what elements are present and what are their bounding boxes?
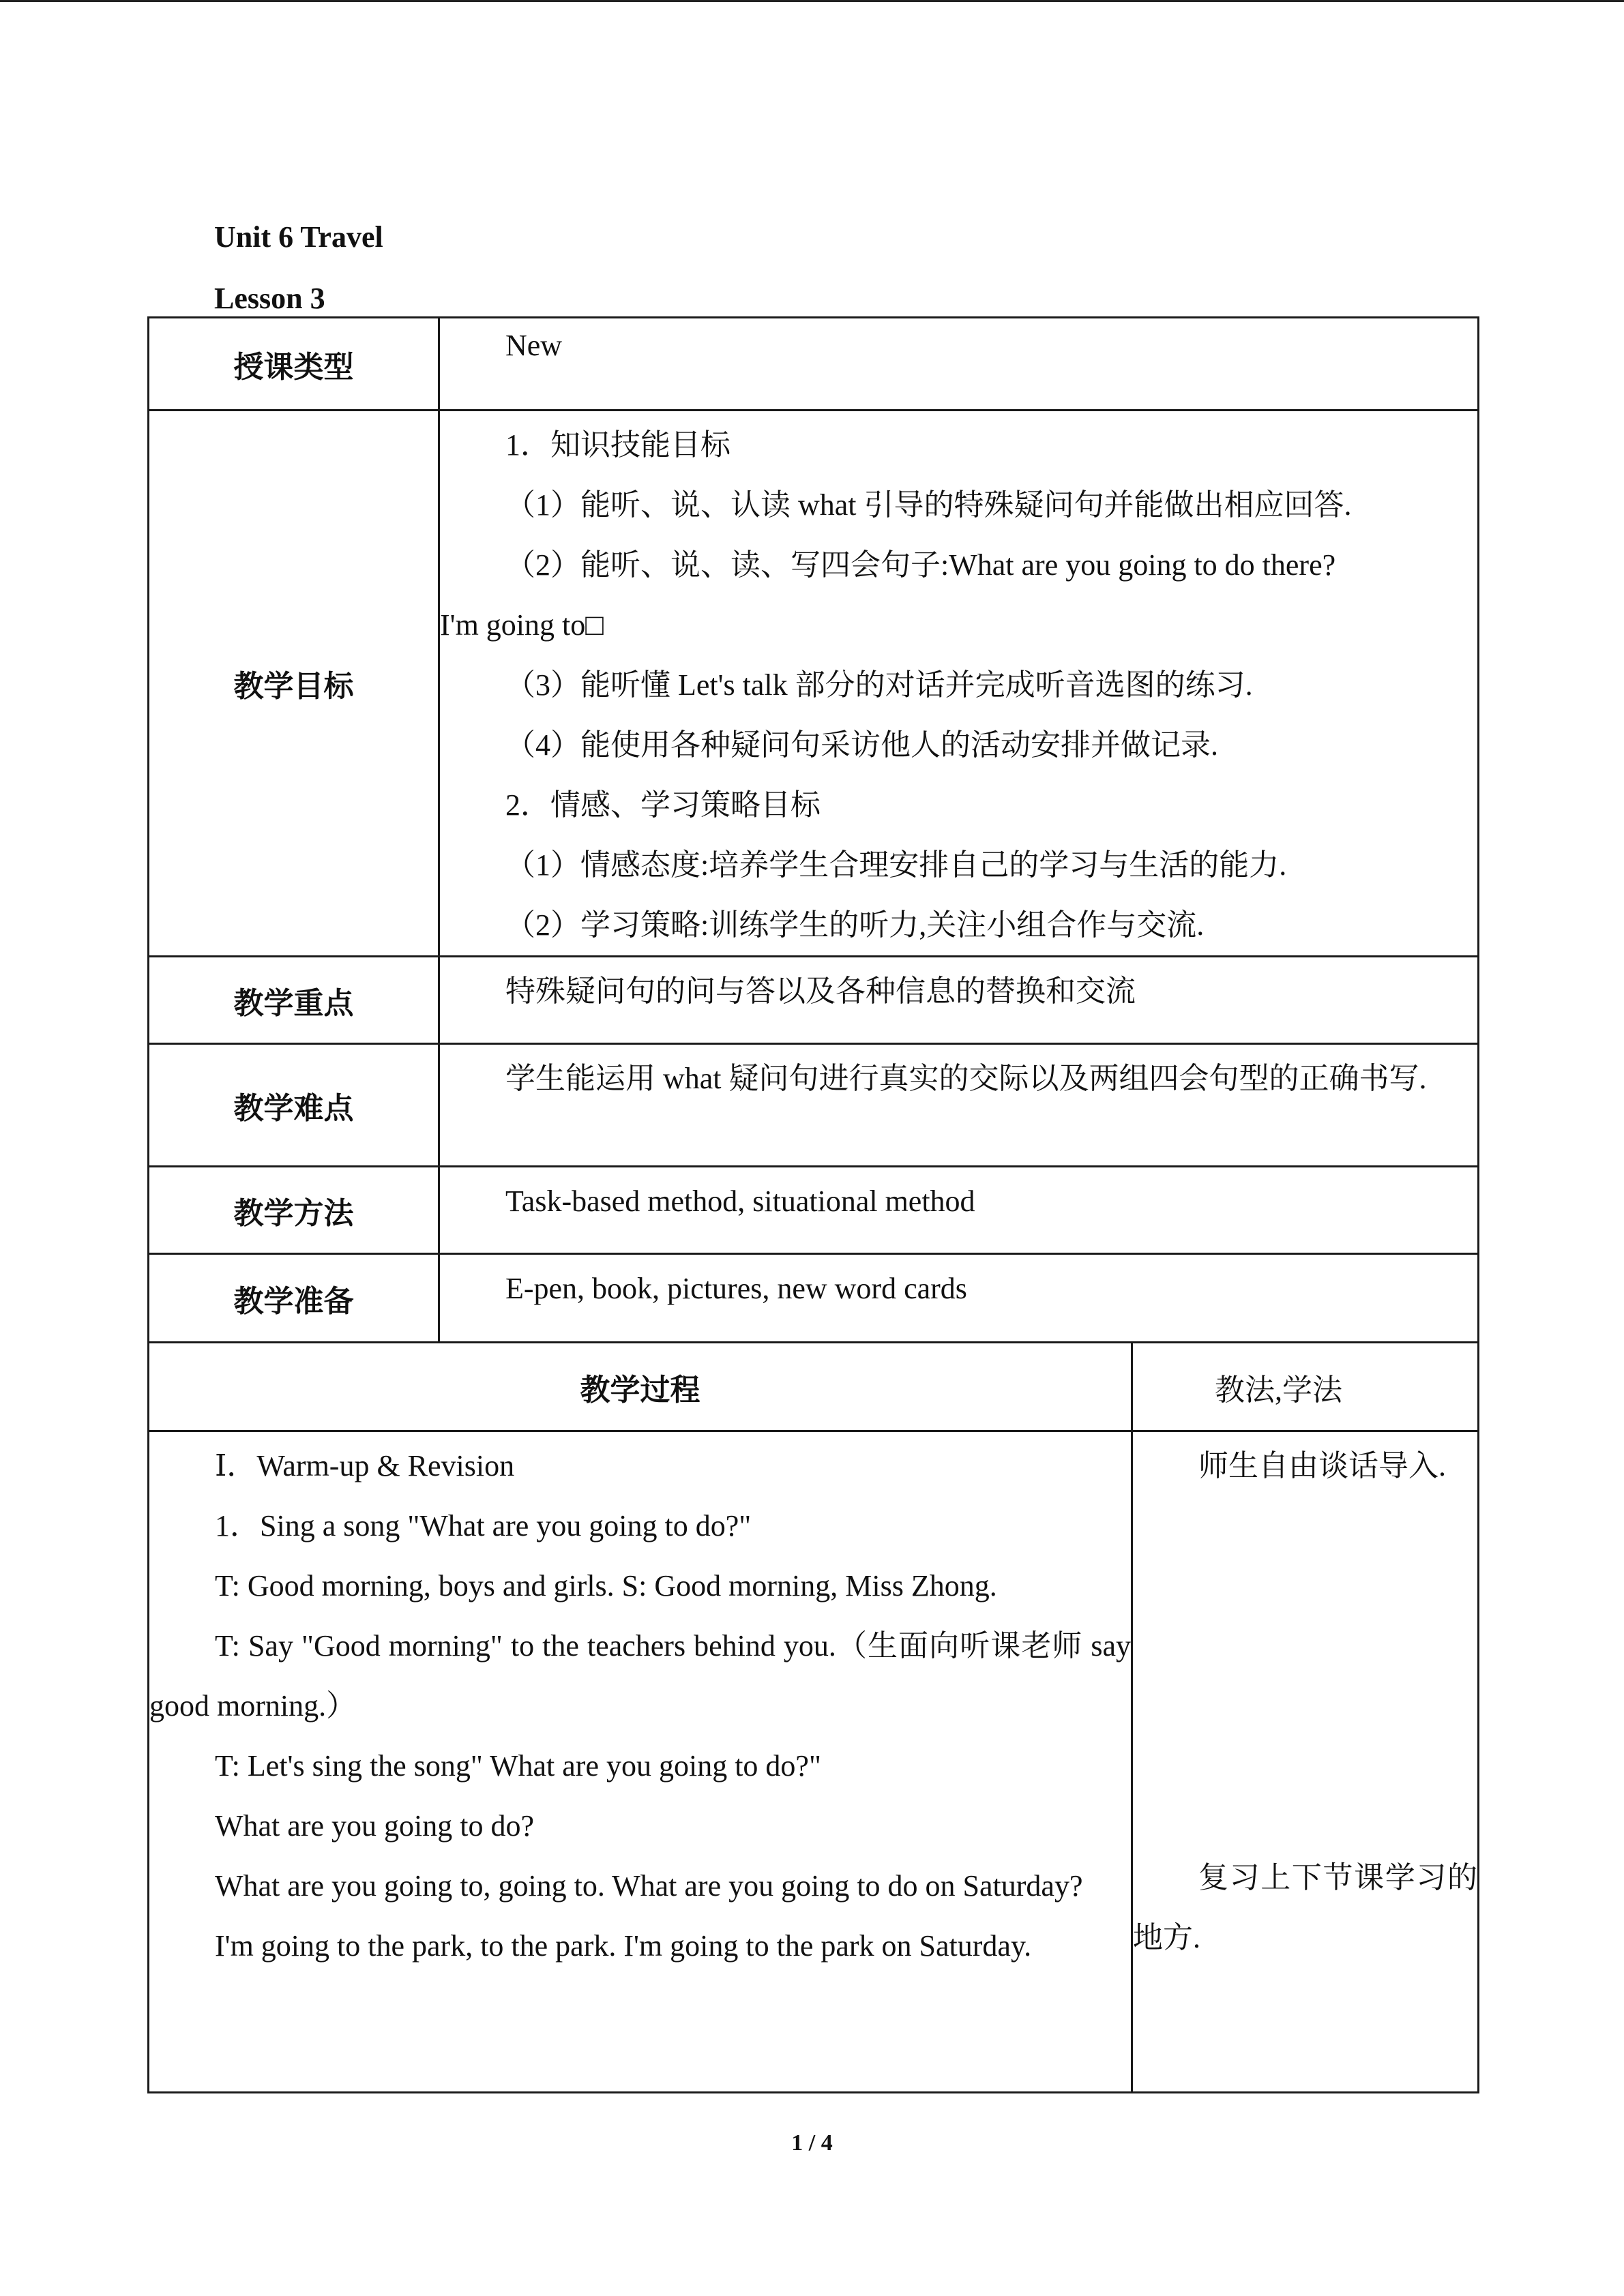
label-lesson-type: 授课类型	[149, 318, 439, 411]
value-preparation: E-pen, book, pictures, new word cards	[439, 1254, 1479, 1343]
value-methods: Task-based method, situational method	[439, 1167, 1479, 1254]
process-line: What are you going to do?	[215, 1809, 534, 1843]
label-key-points: 教学重点	[149, 957, 439, 1044]
method-column-title: 教法,学法	[1132, 1343, 1479, 1431]
objective-line: （1）能听、说、认读 what 引导的特殊疑问句并能做出相应回答.	[505, 488, 1352, 522]
objective-line: （2）学习策略:训练学生的听力,关注小组合作与交流.	[505, 908, 1205, 942]
objective-line: 2．情感、学习策略目标	[505, 788, 821, 822]
top-border-line	[0, 0, 1624, 2]
process-notes	[1132, 1431, 1479, 2093]
lesson-plan-table	[147, 316, 1479, 2093]
process-content	[149, 1431, 1132, 2093]
label-difficulties: 教学难点	[149, 1044, 439, 1167]
process-note: 师生自由谈话导入.	[1198, 1449, 1446, 1482]
objective-line: 1．知识技能目标	[505, 428, 730, 462]
row-objectives	[149, 411, 1479, 957]
value-key-points: 特殊疑问句的问与答以及各种信息的替换和交流	[439, 957, 1479, 1044]
process-line: 1．Sing a song "What are you going to do?"	[215, 1509, 752, 1542]
objective-line: （4）能使用各种疑问句采访他人的活动安排并做记录.	[505, 728, 1218, 762]
process-line: T: Let's sing the song" What are you going to do?"	[215, 1749, 821, 1783]
process-line: T: Good morning, boys and girls. S: Good morning, Miss Zhong.	[215, 1569, 997, 1602]
process-line: T: Say "Good morning" to the teachers behind you.（生面向听课老师 say good morning.）	[149, 1629, 1131, 1723]
row-process-body	[149, 1431, 1479, 2093]
note-spacer	[1133, 1496, 1477, 1848]
objective-line: I'm going to□	[440, 608, 604, 642]
unit-title: Unit 6 Travel	[214, 220, 383, 254]
row-methods	[149, 1167, 1479, 1254]
objective-line: （3）能听懂 Let's talk 部分的对话并完成听音选图的练习.	[505, 668, 1253, 702]
row-lesson-type	[149, 318, 1479, 411]
row-preparation	[149, 1254, 1479, 1343]
objective-line: （2）能听、说、读、写四会句子:What are you going to do there?	[505, 548, 1336, 582]
process-line: I'm going to the park, to the park. I'm going to the park on Saturday.	[215, 1929, 1032, 1963]
value-objectives	[439, 411, 1479, 957]
row-process-header	[149, 1343, 1479, 1431]
label-objectives: 教学目标	[149, 411, 439, 957]
value-lesson-type: New	[439, 318, 1479, 411]
process-line: Ⅰ．Warm-up & Revision	[215, 1449, 515, 1482]
lesson-title: Lesson 3	[214, 282, 325, 315]
process-title: 教学过程	[149, 1343, 1132, 1431]
row-key-points	[149, 957, 1479, 1044]
objective-line: （1）情感态度:培养学生合理安排自己的学习与生活的能力.	[505, 848, 1287, 882]
row-difficulties	[149, 1044, 1479, 1167]
label-methods: 教学方法	[149, 1167, 439, 1254]
label-preparation: 教学准备	[149, 1254, 439, 1343]
process-note: 复习上下节课学习的地方.	[1133, 1861, 1477, 1954]
page-number: 1 / 4	[791, 2130, 833, 2156]
value-difficulties: 学生能运用 what 疑问句进行真实的交际以及两组四会句型的正确书写.	[439, 1044, 1479, 1167]
process-line: What are you going to, going to. What are you going to do on Saturday?	[215, 1869, 1083, 1903]
